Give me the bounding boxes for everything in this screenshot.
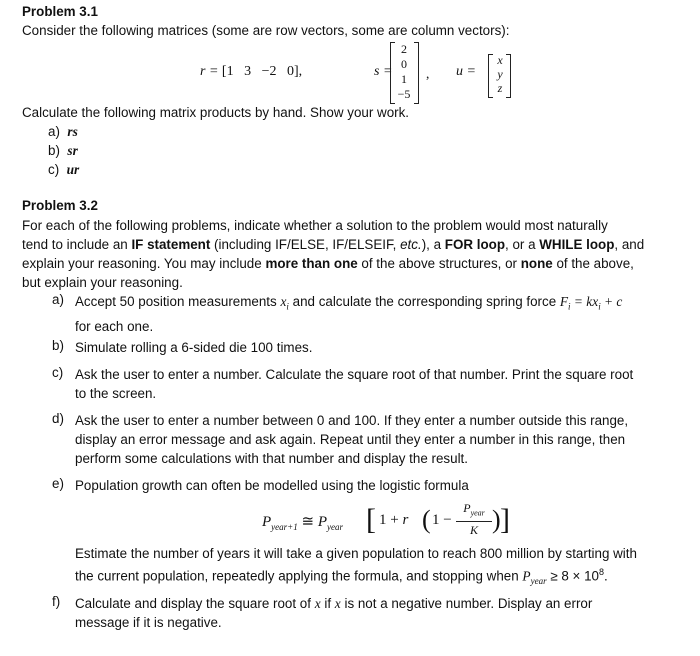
r-entry: −2 <box>261 64 277 79</box>
r-entry: 1 <box>226 64 234 79</box>
problem-3-1-title: Problem 3.1 <box>22 4 98 19</box>
item-e-text: Population growth can often be modelled using the logistic formula <box>75 478 469 493</box>
text: for each one. <box>75 318 154 334</box>
problem-3-1-intro: Consider the following matrices (some are row vectors, some are column vectors): <box>22 23 510 38</box>
item-c-text <box>75 365 687 403</box>
text: explain your reasoning. You may include <box>22 256 266 271</box>
text: (including IF/ELSE, IF/ELSEIF, <box>210 237 401 252</box>
math-sub: i <box>568 301 571 312</box>
intro-line <box>22 235 644 254</box>
eq-text: 1 + <box>379 512 403 528</box>
item-f-text <box>75 594 687 632</box>
item-f-label: f) <box>52 594 61 609</box>
text: . <box>604 568 608 584</box>
for-keyword: FOR loop <box>444 237 506 252</box>
math: x <box>334 596 341 611</box>
list-item <box>48 143 78 159</box>
eq-symbol: P <box>463 501 471 515</box>
text: tend to include an <box>22 237 132 252</box>
u-entry: x <box>497 53 503 67</box>
eq-text: 1 − <box>432 512 452 528</box>
eq-symbol: P <box>317 514 327 530</box>
s-left-bracket <box>390 42 395 104</box>
text: of the above structures, or <box>357 256 521 271</box>
item-a-label: a) <box>52 292 64 307</box>
math-sub: i <box>286 301 289 312</box>
math: x <box>314 596 321 611</box>
text: Accept 50 position measurements <box>75 294 281 309</box>
list-item <box>48 124 78 140</box>
eq-paren-close: ) <box>492 505 501 534</box>
eq-bracket-close: ] <box>500 503 510 536</box>
item-e-label: e) <box>52 476 64 491</box>
eq-approx: ≅ <box>297 514 318 530</box>
item-c-label: c) <box>52 365 64 380</box>
text: Ask the user to enter a number between 0 and 100. If they enter a number outside this range, <box>75 413 629 428</box>
emphasis: more than one <box>265 256 358 271</box>
text: , and <box>614 237 645 252</box>
u-lhs: u = <box>456 64 476 79</box>
eq-sub: year <box>327 522 343 532</box>
text: message if it is negative. <box>75 615 222 630</box>
text: Estimate the number of years it will take a given population to reach 800 million by starting with <box>75 546 637 561</box>
s-lhs: s = <box>374 64 393 79</box>
exponent: 8 <box>599 567 605 577</box>
item-b-text: Simulate rolling a 6-sided die 100 times. <box>75 340 313 355</box>
item-label: a) <box>48 124 60 139</box>
text: and calculate the corresponding spring force <box>288 294 560 309</box>
text: Calculate and display the square root of <box>75 596 315 611</box>
math-sub: year <box>530 576 547 587</box>
r-entry: 0 <box>286 64 294 79</box>
item-label: c) <box>48 162 60 177</box>
s-entry: −5 <box>397 87 411 101</box>
item-label: b) <box>48 143 60 158</box>
math: x <box>280 294 287 309</box>
s-right-bracket <box>414 42 419 104</box>
text: , or a <box>505 237 540 252</box>
text: if <box>320 596 335 611</box>
eq-bracket-open: [ <box>366 503 376 536</box>
s-entry: 0 <box>401 57 407 71</box>
item-expr: rs <box>67 124 78 139</box>
if-keyword: IF statement <box>131 237 211 252</box>
problem-3-1-task: Calculate the following matrix products by hand. Show your work. <box>22 105 410 120</box>
u-entry: z <box>497 81 503 95</box>
math-sub: i <box>598 301 601 312</box>
intro-line: For each of the following problems, indicate whether a solution to the problem would most naturally <box>22 218 608 233</box>
s-entry: 1 <box>401 72 407 86</box>
text: ), a <box>421 237 445 252</box>
math: P <box>522 568 531 584</box>
s-comma: , <box>426 66 430 81</box>
item-b-label: b) <box>52 338 64 353</box>
r-lhs: r = <box>200 64 222 79</box>
item-a-text <box>75 292 687 336</box>
text: the current population, repeatedly applying the formula, and stopping when <box>75 568 523 584</box>
eq-symbol: K <box>469 523 478 538</box>
emphasis: none <box>520 256 553 271</box>
text: is not a negative number. Display an error <box>340 596 593 611</box>
intro-line: but explain your reasoning. <box>22 275 183 290</box>
r-entry: 3 <box>244 64 252 79</box>
eq-sub: year <box>470 508 485 518</box>
eq-sub: year+1 <box>271 522 298 532</box>
s-vector <box>396 42 412 102</box>
s-entry: 2 <box>401 42 407 56</box>
math: = kx <box>570 294 599 309</box>
u-right-bracket <box>506 54 511 98</box>
math: + c <box>600 294 623 309</box>
item-expr: ur <box>66 162 80 177</box>
text: ≥ 8 × 10 <box>546 568 599 584</box>
while-keyword: WHILE loop <box>539 237 615 252</box>
eq-paren-open: ( <box>422 505 431 534</box>
eq-symbol: r <box>402 512 409 528</box>
text: display an error message and ask again. Repeat until they enter a number in this range, then <box>75 432 626 447</box>
eq-symbol: P <box>262 514 272 530</box>
text: perform some calculations with that number and display the result. <box>75 451 468 466</box>
intro-line <box>22 254 644 273</box>
item-d-text <box>75 411 687 468</box>
text: etc. <box>400 237 422 252</box>
item-d-label: d) <box>52 411 64 426</box>
u-entry: y <box>497 67 503 81</box>
text: to the screen. <box>75 386 157 401</box>
item-expr: sr <box>67 143 78 158</box>
list-item <box>48 162 79 178</box>
problem-3-2-intro <box>22 216 644 292</box>
eq-fraction <box>456 500 492 538</box>
item-e-text-2 <box>75 544 687 591</box>
math: F <box>559 294 569 309</box>
problem-3-2-title: Problem 3.2 <box>22 198 98 213</box>
text: Ask the user to enter a number. Calculate the square root of that number. Print the square root <box>75 367 634 382</box>
r-vector: r = [1 3 −2 0], <box>200 64 303 79</box>
text: of the above, <box>552 256 634 271</box>
